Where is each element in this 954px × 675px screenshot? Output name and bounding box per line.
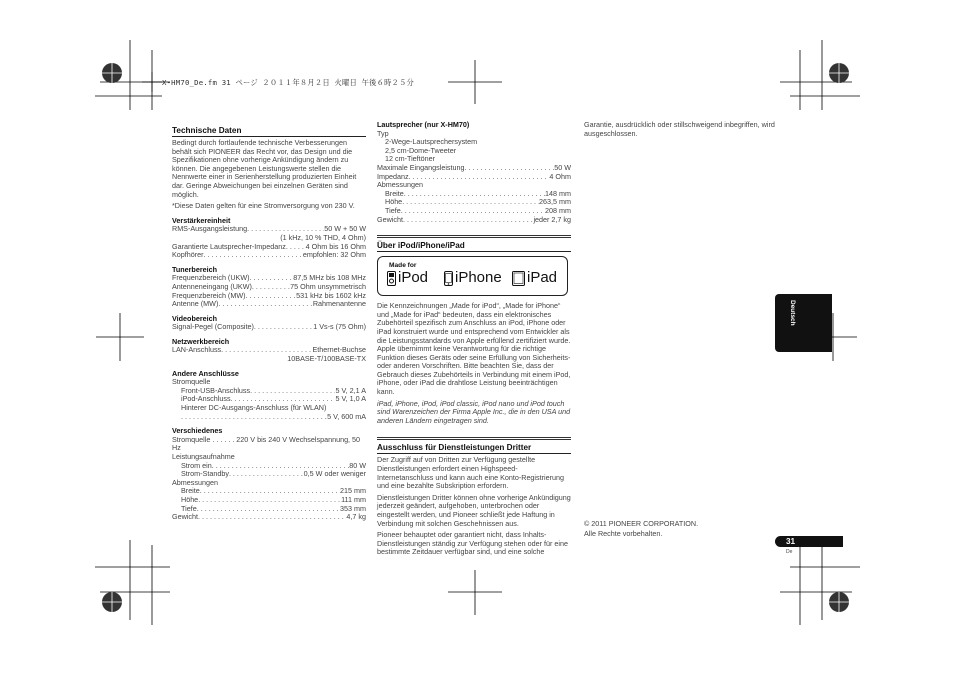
- section-title-technische-daten: Technische Daten: [172, 126, 366, 137]
- column-lautsprecher: [377, 121, 571, 557]
- spec-row: Höhe . . . 111 mm: [172, 496, 366, 505]
- intro-text: Bedingt durch fortlaufende technische Verbesserungen behält sich PIONEER das Recht vor, das Design und die Spezifikationen ohne vorherige Ankündigung ändern zu können. Die angegebenen Leistungswerte stellen die Nennwerte einer in Serienherstellung produzierten Einheit dar. Geringe Abweichungen bei einzelnen Geräten sind möglich.: [172, 138, 357, 199]
- spec-row: Antenne (MW) . . . Rahmenantenne: [172, 300, 366, 309]
- page-number: 31: [786, 537, 796, 546]
- spec-row: Gewicht . . . 4,7 kg: [172, 513, 366, 522]
- page-language: De: [786, 549, 793, 555]
- iphone-icon: [444, 271, 453, 286]
- language-tab: [775, 294, 832, 352]
- spec-label: Stromquelle: [172, 377, 211, 387]
- made-for-ipod-logo: [377, 256, 568, 296]
- spec-row: RMS-Ausgangsleistung . . . 50 W + 50 W: [172, 225, 366, 234]
- rights-reserved: Alle Rechte vorbehalten.: [584, 528, 663, 538]
- language-tab-label: Deutsch: [789, 300, 796, 326]
- file-header: X-HM70_De.fm 31 ページ ２０１１年８月２日 火曜日 午後６時２５分: [162, 78, 415, 87]
- subsection-tuner: Tunerbereich: [172, 264, 217, 274]
- subsection-video: Videobereich: [172, 313, 218, 323]
- logo-made-for: Made for: [389, 262, 417, 270]
- page-number-badge: [775, 536, 843, 547]
- continuation-text: Garantie, ausdrücklich oder stillschweigend inbegriffen, wird ausgeschlossen.: [584, 120, 775, 138]
- spec-row: Front-USB-Anschluss . . . 5 V, 2,1 A: [172, 387, 366, 396]
- spec-row: Signal-Pegel (Composite) . . . 1 Vs-s (75 Ohm): [172, 323, 366, 332]
- spec-label: Hinterer DC-Ausgangs-Anschluss (für WLAN): [181, 403, 327, 413]
- ausschluss-text-3: Pioneer behauptet oder garantiert nicht, dass Inhalts-Dienstleistungen ständig zur Verfügung stehen oder für eine bestimmte Zeitdauer verfügbar sind, und eine solche: [377, 530, 568, 557]
- column-technische-daten: [172, 126, 366, 522]
- logo-iphone: iPhone: [444, 271, 502, 286]
- spec-value-cont: 10BASE-T/100BASE-TX: [287, 354, 366, 364]
- spec-row: Breite . . . 215 mm: [172, 487, 366, 496]
- spec-row: . . . 5 V, 600 mA: [172, 413, 366, 422]
- spec-row: Maximale Eingangsleistung . . . 50 W: [377, 164, 571, 173]
- copyright-block: [584, 519, 698, 538]
- spec-row: LAN-Anschluss . . . Ethernet-Buchse: [172, 346, 366, 355]
- spec-row: Frequenzbereich (MW) . . . 531 kHz bis 1602 kHz: [172, 292, 366, 301]
- trademark-text: iPad, iPhone, iPod, iPod classic, iPod nano und iPod touch sind Warenzeichen der Firma Apple Inc., die in den USA und anderen Ländern eingetragen sind.: [377, 398, 571, 425]
- logo-ipod: iPod: [387, 271, 428, 286]
- spec-row: Strom-Standby . . . 0,5 W oder weniger: [172, 470, 366, 479]
- copyright: © 2011 PIONEER CORPORATION.: [584, 519, 699, 528]
- spec-row: Impedanz . . . 4 Ohm: [377, 173, 571, 182]
- ausschluss-text-1: Der Zugriff auf von Dritten zur Verfügung gestellte Dienstleistungen erfordert einen Highspeed-Internetanschluss und kann auch eine Konto-Registrierung und eine bezahlte Subskription erfordern.: [377, 455, 564, 491]
- ausschluss-text-2: Dienstleistungen Dritter können ohne vorherige Ankündigung jederzeit geändert, aufgehoben, unterbrochen oder eingestellt werden, und Pioneer schließt jede Haftung in Verbindung mit solchen Geschehnissen aus.: [377, 492, 571, 528]
- spec-row: Breite . . . 148 mm: [377, 190, 571, 199]
- spec-label: Abmessungen: [172, 477, 218, 487]
- subsection-verstaerker: Verstärkereinheit: [172, 215, 231, 225]
- spec-row: Höhe . . . 263,5 mm: [377, 198, 571, 207]
- section-rule: [377, 437, 571, 440]
- spec-label: Leistungsaufnahme: [172, 452, 235, 461]
- spec-condition: (1 kHz, 10 % THD, 4 Ohm): [280, 232, 366, 242]
- voltage-note: *Diese Daten gelten für eine Stromversorgung von 230 V.: [172, 201, 355, 211]
- subsection-verschiedenes: Verschiedenes: [172, 426, 223, 436]
- spec-row: iPod-Anschluss . . . 5 V, 1,0 A: [172, 395, 366, 404]
- spec-row: Antenneneingang (UKW) . . . 75 Ohm unsymmetrisch: [172, 283, 366, 292]
- ipod-icon: [387, 271, 396, 286]
- section-rule: [377, 235, 571, 238]
- spec-value: 12 cm-Tieftöner: [385, 154, 436, 164]
- spec-row: Tiefe . . . 208 mm: [377, 207, 571, 216]
- spec-label: Typ: [377, 128, 389, 138]
- spec-line: Stromquelle . . . . . . 220 V bis 240 V Wechselspannung, 50 Hz: [172, 434, 361, 453]
- spec-row: Garantierte Lautsprecher-Impedanz . . . 4 Ohm bis 16 Ohm: [172, 243, 366, 252]
- spec-value: 2,5 cm-Dome-Tweeter: [385, 145, 457, 155]
- ipod-text: Die Kennzeichnungen „Made for iPod“, „Made for iPhone“ und „Made for iPad“ bedeuten, dass ein elektronisches Zubehörteil spezifisch zum Anschluss an iPod, iPhone oder iPad konstruiert wurde und entsprechend vom Entwickler als die Leistungsstandards von Apple erfüllend zertifiziert wurde. Apple übernimmt keine Verantwortung für die richtige Funktion dieses Geräts oder seine Erfüllung von Sicherheits- oder anderen Vorschriften. Bitte beachten Sie, dass der Gebrauch dieses Zubehörteils in Verbindung mit einem iPod, iPhone, oder iPad die drahtlose Leistung beeinträchtigen kann.: [377, 301, 571, 397]
- ipad-icon: [512, 271, 525, 286]
- spec-row: Frequenzbereich (UKW) . . . 87,5 MHz bis 108 MHz: [172, 274, 366, 283]
- logo-ipad: iPad: [512, 271, 557, 286]
- subsection-netzwerk: Netzwerkbereich: [172, 336, 230, 346]
- column-3: [584, 121, 779, 138]
- spec-row: Strom ein . . . 80 W: [172, 462, 366, 471]
- subsection-andere: Andere Anschlüsse: [172, 368, 239, 378]
- spec-value: 2-Wege-Lautsprechersystem: [385, 137, 478, 147]
- subsection-lautsprecher: Lautsprecher (nur X-HM70): [377, 120, 470, 129]
- spec-label: Abmessungen: [377, 180, 423, 190]
- spec-row: Tiefe . . . 353 mm: [172, 505, 366, 514]
- section-title-ausschluss: Ausschluss für Dienstleistungen Dritter: [377, 443, 571, 454]
- spec-row: Kopfhörer . . . empfohlen: 32 Ohm: [172, 251, 366, 260]
- spec-row: Gewicht . . . jeder 2,7 kg: [377, 216, 571, 225]
- section-title-ipod: Über iPod/iPhone/iPad: [377, 241, 571, 252]
